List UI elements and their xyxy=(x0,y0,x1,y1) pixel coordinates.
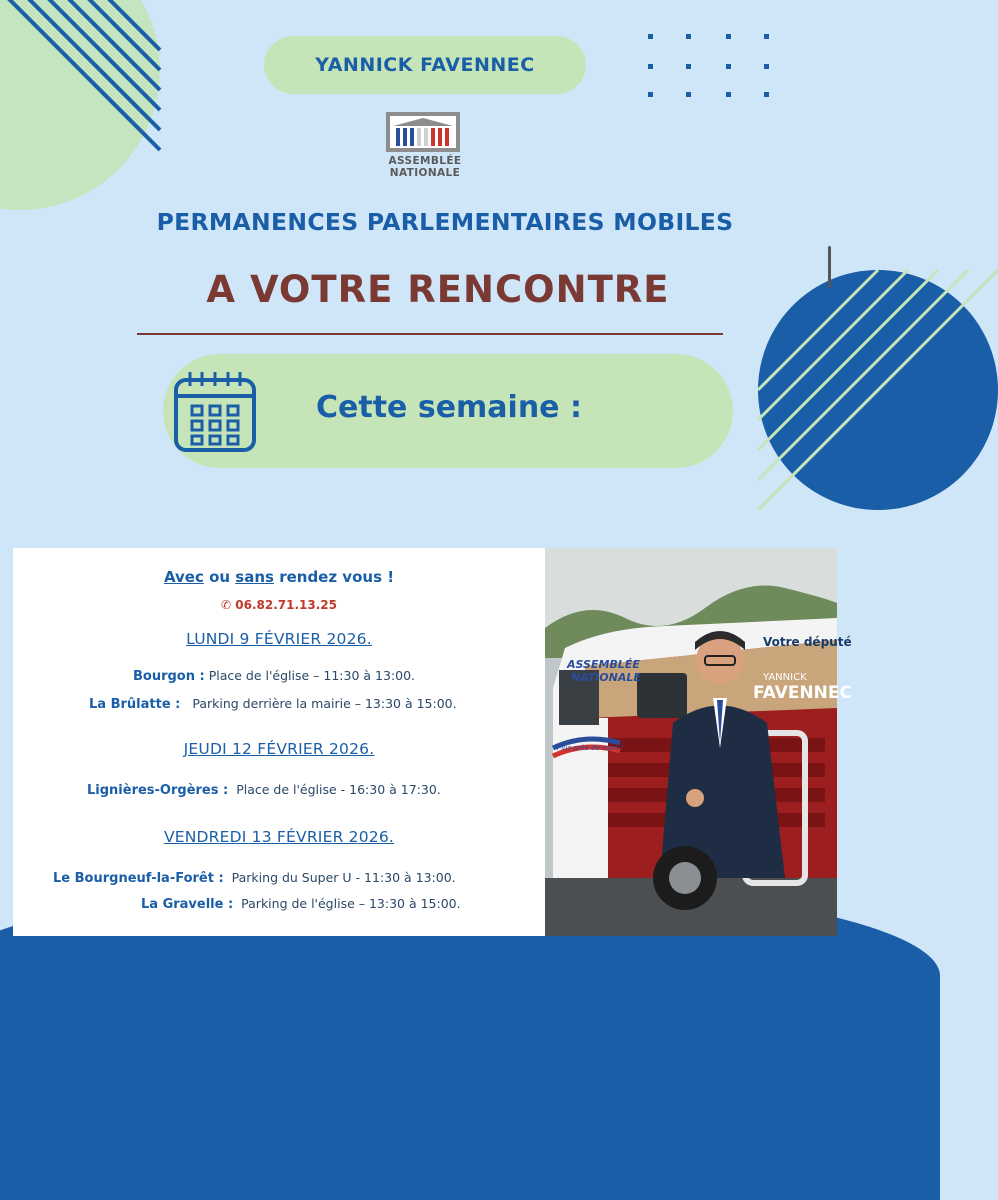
day-heading: VENDREDI 13 FÉVRIER 2026. xyxy=(163,828,395,846)
deputy-name: YANNICK FAVENNEC xyxy=(315,54,535,76)
rdv-avec: Avec xyxy=(163,568,204,586)
van-brand-line1: ASSEMBLÉE xyxy=(567,658,640,671)
place-name: Bourgon : xyxy=(133,669,205,684)
schedule-row xyxy=(87,782,441,798)
stripe-pattern xyxy=(0,0,160,210)
dot-grid xyxy=(648,34,788,104)
logo-text-line1: ASSEMBLÉE xyxy=(388,155,462,167)
day-heading: JEUDI 12 FÉVRIER 2026. xyxy=(183,740,375,758)
decorative-circle-top-left xyxy=(0,0,160,210)
van-depute-text: Votre député xyxy=(763,635,852,649)
title-divider xyxy=(137,333,723,335)
page-subtitle: PERMANENCES PARLEMENTAIRES MOBILES xyxy=(156,208,734,236)
place-name: Lignières-Orgères : xyxy=(87,783,229,798)
place-detail: Place de l'église - 16:30 à 17:30. xyxy=(236,782,441,797)
place-detail: Parking de l'église – 13:30 à 15:00. xyxy=(241,896,461,911)
calendar-icon xyxy=(172,368,258,454)
rdv-sans: sans xyxy=(235,568,274,586)
schedule-card xyxy=(13,548,545,936)
phone-number: 06.82.71.13.25 xyxy=(235,598,337,612)
deputy-name-pill xyxy=(264,36,586,94)
rdv-ou: ou xyxy=(203,568,236,586)
logo-text-line2: NATIONALE xyxy=(389,167,461,179)
van-name-line2: FAVENNEC xyxy=(753,683,852,703)
rdv-rest: rendez vous ! xyxy=(273,568,395,586)
mobile-office-van-photo xyxy=(545,548,852,936)
place-name: Le Bourgneuf-la-Forêt : xyxy=(53,871,224,886)
schedule-row xyxy=(133,668,415,684)
van-name-line1: YANNICK xyxy=(763,672,807,683)
van-brand-line2: NATIONALE xyxy=(571,671,641,684)
day-heading: LUNDI 9 FÉVRIER 2026. xyxy=(186,630,372,648)
place-detail: Place de l'église – 11:30 à 13:00. xyxy=(208,668,416,683)
appointment-notice xyxy=(13,568,545,586)
schedule-row xyxy=(141,896,461,912)
schedule-row xyxy=(53,870,456,886)
schedule-row xyxy=(89,696,457,712)
place-name: La Brûlatte : xyxy=(89,697,181,712)
phone-line[interactable] xyxy=(13,598,545,612)
place-detail: Parking derrière la mairie – 13:30 à 15:00. xyxy=(192,696,457,711)
phone-icon: ✆ xyxy=(221,598,232,612)
bottom-band xyxy=(0,936,837,1024)
place-detail: Parking du Super U - 11:30 à 13:00. xyxy=(231,870,456,885)
week-label: Cette semaine : xyxy=(316,390,582,425)
page-title: A VOTRE RENCONTRE xyxy=(206,268,670,311)
place-name: La Gravelle : xyxy=(141,897,234,912)
van-slogan: Plus près de vous ! xyxy=(557,744,624,752)
